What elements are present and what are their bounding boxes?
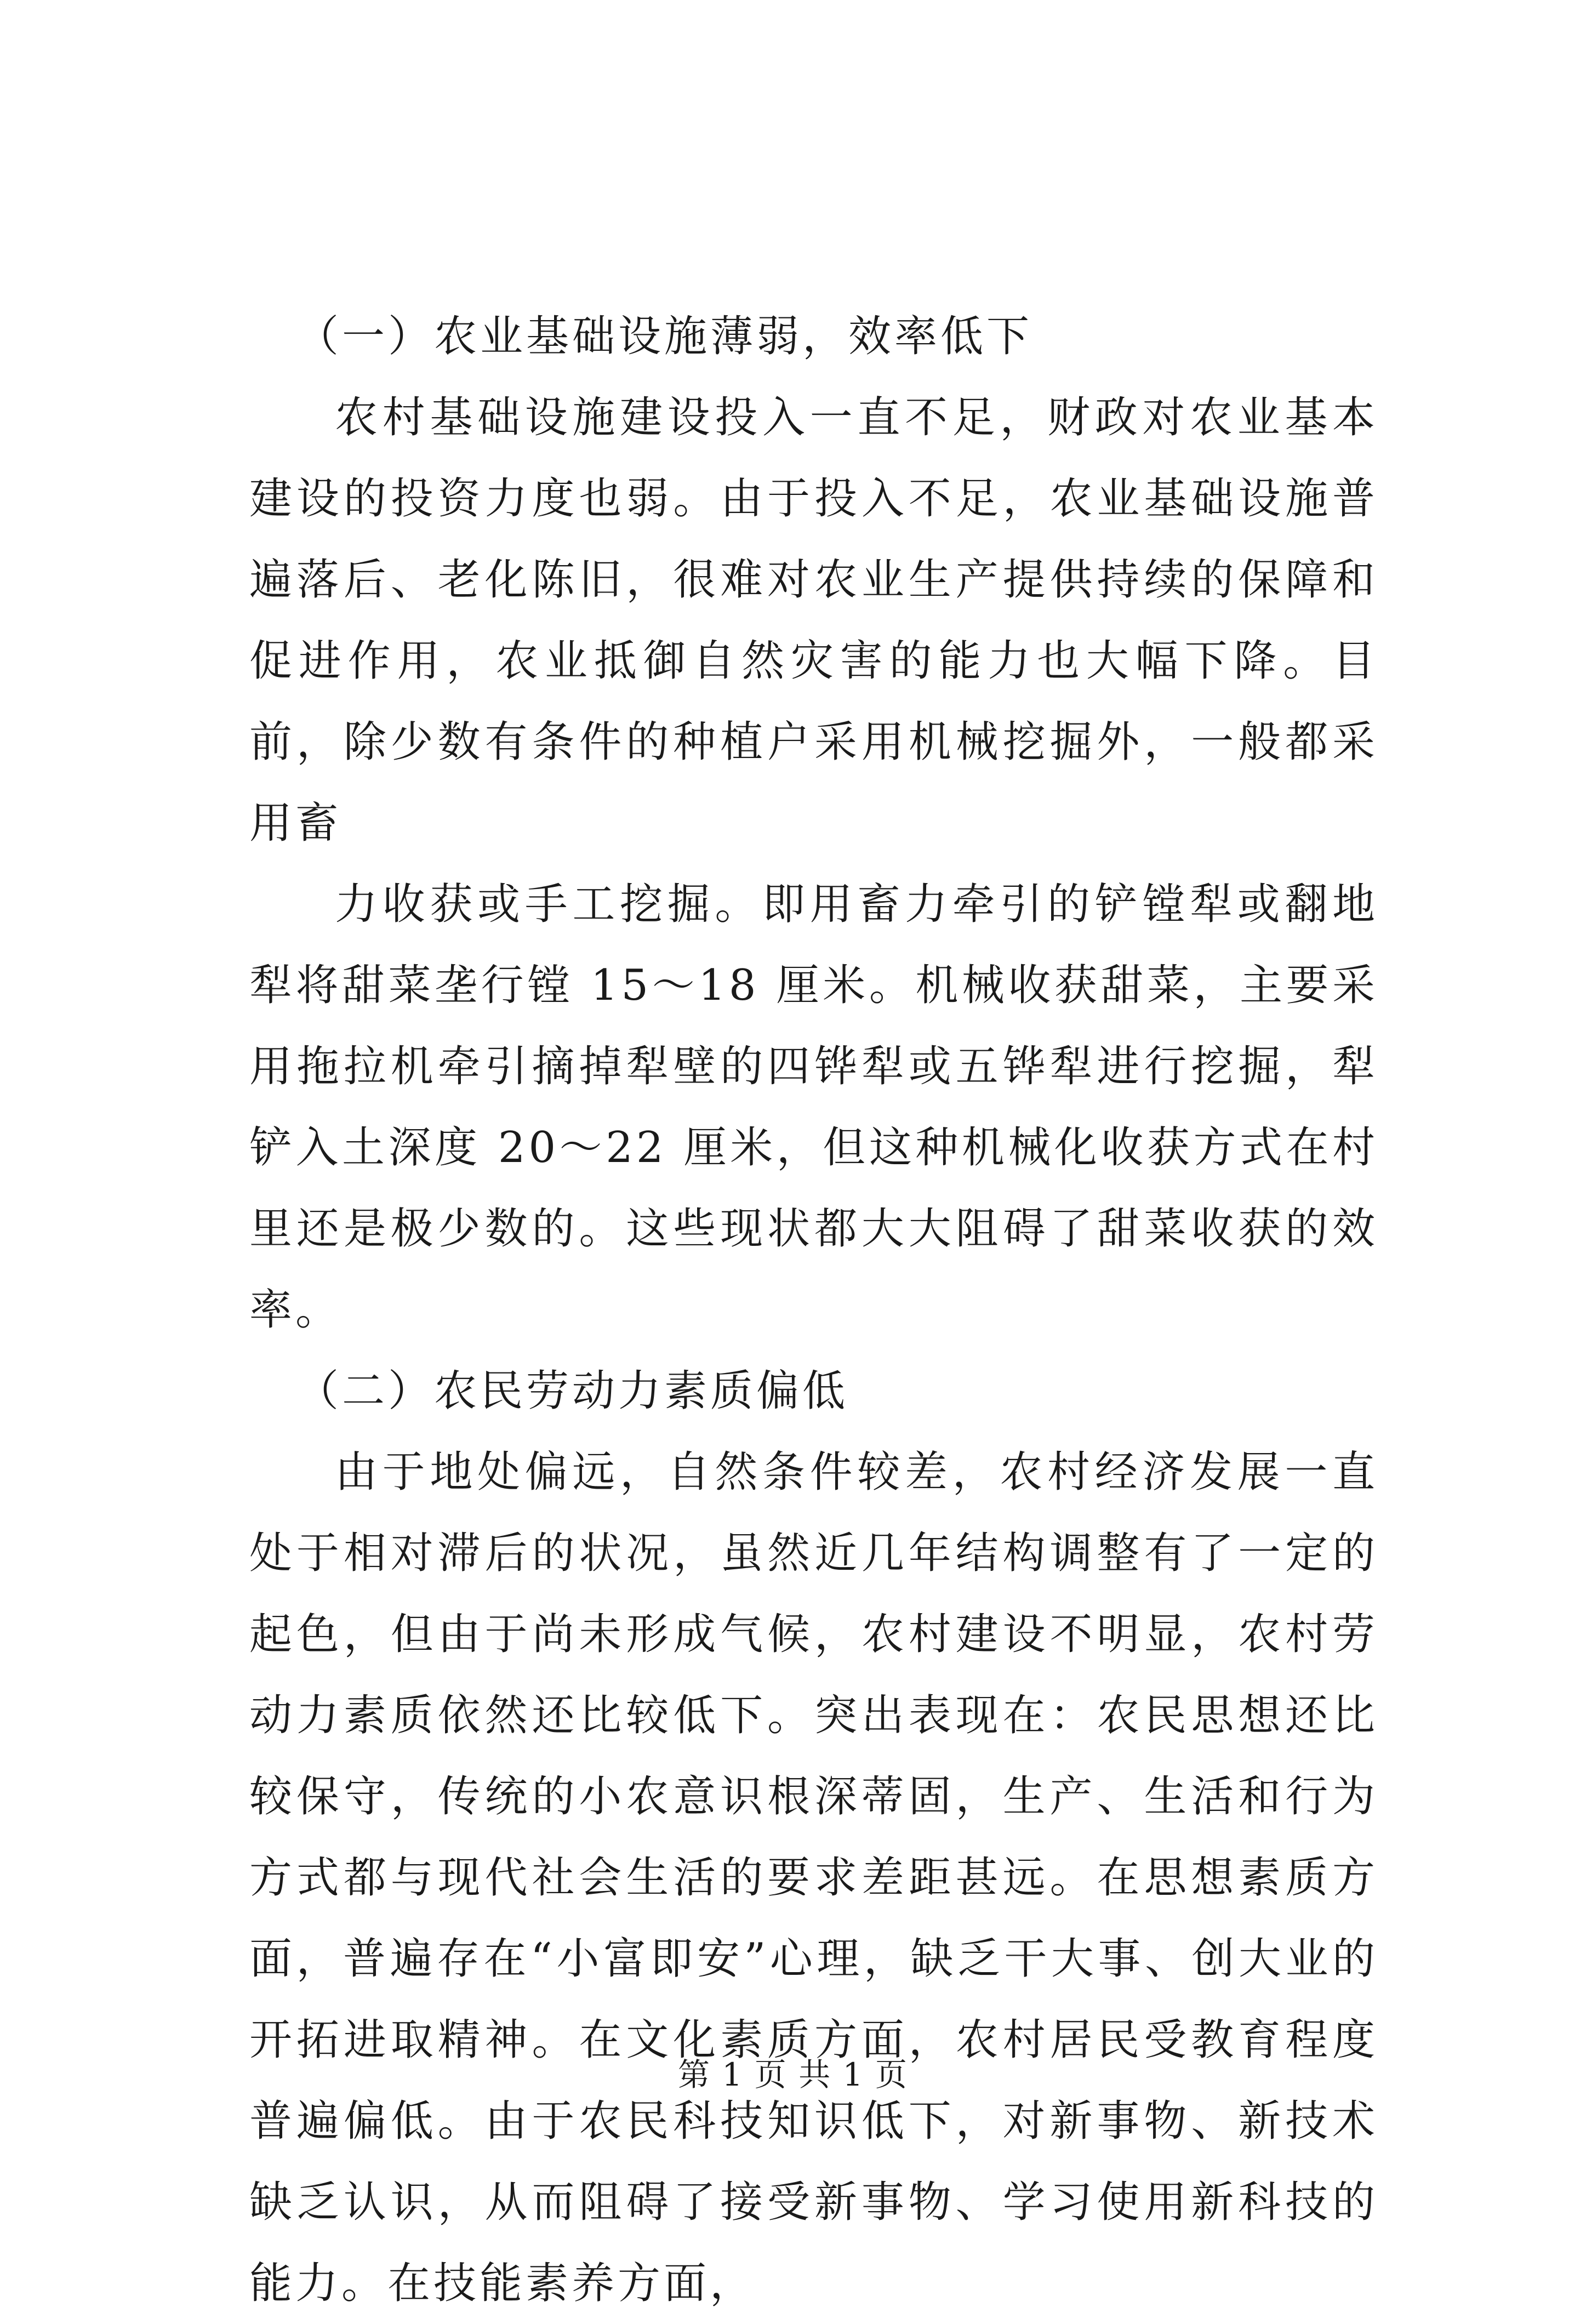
document-body — [249, 296, 1378, 2324]
paragraph-2: 力收获或手工挖掘。即用畜力牵引的铲镗犁或翻地犁将甜菜垄行镗 15～18 厘米。机械收获甜菜，主要采用拖拉机牵引摘掉犁壁的四铧犁或五铧犁进行挖掘，犁铲入土深度 20～22 厘米，但这种机械化收获方式在村里还是极少数的。这些现状都大大阻碍了甜菜收获的效率。 — [249, 880, 1378, 1335]
page-footer: 第 1 页 共 1 页 — [678, 2056, 908, 2093]
paragraph-3: 由于地处偏远，自然条件较差，农村经济发展一直处于相对滞后的状况，虽然近几年结构调整有了一定的起色，但由于尚未形成气候，农村建设不明显，农村劳动力素质依然还比较低下。突出表现在：农民思想还比较保守，传统的小农意识根深蒂固，生产、生活和行为方式都与现代社会生活的要求差距甚远。在思想素质方面，普遍存在“小富即安”心理，缺乏干大事、创大业的开拓进取精神。在文化素质方面，农村居民受教育程度普遍偏低。由于农民科技知识低下，对新事物、新技术缺乏认识，从而阻碍了接受新事物、学习使用新科技的能力。在技能素养方面， — [249, 1448, 1378, 2308]
section-heading-2: （二）农民劳动力素质偏低 — [296, 1366, 849, 1416]
section-heading-1: （一）农业基础设施薄弱，效率低下 — [296, 312, 1033, 361]
paragraph-1: 农村基础设施建设投入一直不足，财政对农业基本建设的投资力度也弱。由于投入不足，农业基础设施普遍落后、老化陈旧，很难对农业生产提供持续的保障和促进作用，农业抵御自然灾害的能力也大幅下降。目前，除少数有条件的种植户采用机械挖掘外，一般都采用畜 — [249, 393, 1378, 848]
